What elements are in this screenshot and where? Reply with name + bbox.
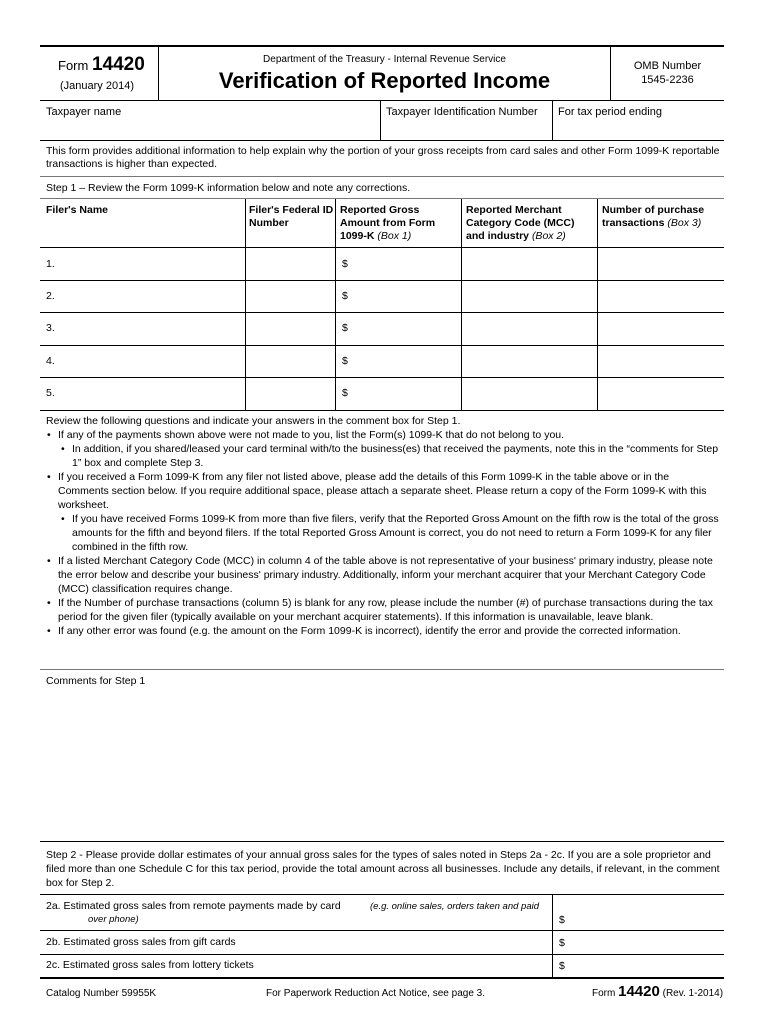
- step2b-dollar: $: [559, 937, 565, 949]
- col-gross-amount-label: Reported Gross Amount from Form 1099-K: [340, 204, 436, 242]
- tax-period-label: For tax period ending: [558, 106, 662, 118]
- table-row[interactable]: [40, 313, 724, 345]
- step2a-dollar: $: [559, 914, 565, 926]
- step2c-dollar: $: [559, 960, 565, 972]
- row-number: 4.: [46, 355, 55, 367]
- taxpayer-name-label: Taxpayer name: [46, 106, 122, 118]
- step2a-note: (e.g. online sales, orders taken and paid over phone): [88, 901, 539, 925]
- footer-form-word: Form: [592, 988, 616, 999]
- step2b-row[interactable]: [40, 931, 724, 954]
- step2c-label: 2c. Estimated gross sales from lottery tickets: [46, 959, 254, 971]
- col-mcc-label: Reported Merchant Category Code (MCC) and industry: [466, 204, 575, 242]
- step1-heading: Step 1 – Review the Form 1099-K information below and note any corrections.: [46, 182, 411, 194]
- col-gross-amount-box: (Box 1): [377, 230, 412, 242]
- tax-period-field[interactable]: [553, 101, 724, 140]
- instruction-sub-bullet: • If you have received Forms 1099-K from more than five filers, verify that the Reported Gross Amount on the fifth row is the total of the gross amounts for the fifth and beyond filers. If the total Reported Gross Amount is correct, you do not need to return a Form 1099-K for any filer combined in the fifth row.: [46, 512, 722, 554]
- instruction-bullet: • If a listed Merchant Category Code (MCC) in column 4 of the table above is not representative of your business' primary industry, please note the error below and describe your business' primary industry. Additionally, inform your merchant acquirer that your Merchant Category Code (MCC) classification requires change.: [46, 554, 722, 596]
- col-transactions-box: (Box 3): [667, 217, 702, 229]
- row-dollar: $: [342, 258, 348, 270]
- table-row[interactable]: [40, 248, 724, 280]
- form-date: (January 2014): [60, 80, 134, 92]
- row-number: 5.: [46, 387, 55, 399]
- instructions: [46, 414, 722, 638]
- tin-field[interactable]: [381, 101, 552, 140]
- instruction-sub-bullet: • In addition, if you shared/leased your card terminal with/to the business(es) that received the payments, note this in the “comments for Step 1” box and complete Step 3.: [46, 442, 722, 470]
- footer-form-id: [592, 983, 723, 1000]
- table-row[interactable]: [40, 378, 724, 410]
- instruction-bullet: • If the Number of purchase transactions (column 5) is blank for any row, please include the number (#) of purchase transactions during the tax period for the given filer (typically available on your merchant acquirer statements). If this information is unavailable, leave blank.: [46, 596, 722, 624]
- col-filer-id: Filer's Federal ID Number: [249, 204, 334, 229]
- step2a-label: 2a. Estimated gross sales from remote payments made by card: [46, 900, 341, 912]
- instruction-bullet: • If any other error was found (e.g. the amount on the Form 1099-K is incorrect), identify the error and provide the corrected information.: [46, 624, 722, 638]
- department: Department of the Treasury - Internal Revenue Service: [263, 54, 506, 65]
- col-mcc: [466, 204, 594, 243]
- row-dollar: $: [342, 322, 348, 334]
- comments-step1-label: Comments for Step 1: [46, 675, 146, 687]
- col-filer-name: Filer's Name: [46, 204, 109, 216]
- step2b-label: 2b. Estimated gross sales from gift cards: [46, 936, 236, 948]
- comments-step1-box[interactable]: [40, 670, 724, 841]
- col-transactions-label: Number of purchase transactions: [602, 204, 705, 229]
- row-number: 1.: [46, 258, 55, 270]
- intro-text: This form provides additional information to help explain why the portion of your gross receipts from card sales and other Form 1099-K reportable transactions is higher than expected.: [46, 145, 720, 170]
- taxpayer-name-field[interactable]: [40, 101, 380, 140]
- step2c-row[interactable]: [40, 955, 724, 977]
- form-word: Form: [58, 58, 89, 73]
- row-number: 2.: [46, 290, 55, 302]
- page-title: Verification of Reported Income: [218, 68, 551, 93]
- footer-rev: (Rev. 1-2014): [662, 988, 724, 999]
- omb-label: OMB Number: [633, 60, 702, 72]
- step2-text: Step 2 - Please provide dollar estimates of your annual gross sales for the types of sales noted in Steps 2a - 2c. If you are a sole proprietor and filed more than one Schedule C for this tax period, provide the total amount across all businesses. Include any details, if relevant, in the comment box for Step 2.: [46, 849, 720, 889]
- paperwork-notice: For Paperwork Reduction Act Notice, see page 3.: [266, 988, 486, 999]
- instruction-bullet: • If any of the payments shown above were not made to you, list the Form(s) 1099-K that do not belong to you.: [46, 428, 722, 442]
- step2a-row[interactable]: [40, 895, 724, 930]
- tin-label: Taxpayer Identification Number: [386, 106, 538, 118]
- row-number: 3.: [46, 322, 55, 334]
- form-id: [58, 54, 145, 76]
- instruction-bullet: • If you received a Form 1099-K from any filer not listed above, please add the details of this Form 1099-K in the table above or in the Comments section below. If you require additional space, please attach a separate sheet. Please return a copy of the Form 1099-K with this worksheet.: [46, 470, 722, 512]
- table-row[interactable]: [40, 281, 724, 312]
- footer-form-number: 14420: [618, 983, 660, 1000]
- omb-number: 1545-2236: [641, 74, 694, 86]
- row-dollar: $: [342, 290, 348, 302]
- catalog-number: Catalog Number 59955K: [46, 988, 157, 999]
- row-dollar: $: [342, 355, 348, 367]
- instructions-lead: Review the following questions and indicate your answers in the comment box for Step 1.: [46, 415, 461, 427]
- form-number: 14420: [91, 54, 145, 75]
- table-row[interactable]: [40, 346, 724, 377]
- col-mcc-box: (Box 2): [531, 230, 566, 242]
- row-dollar: $: [342, 387, 348, 399]
- col-gross-amount: [340, 204, 458, 243]
- col-transactions: [602, 204, 722, 230]
